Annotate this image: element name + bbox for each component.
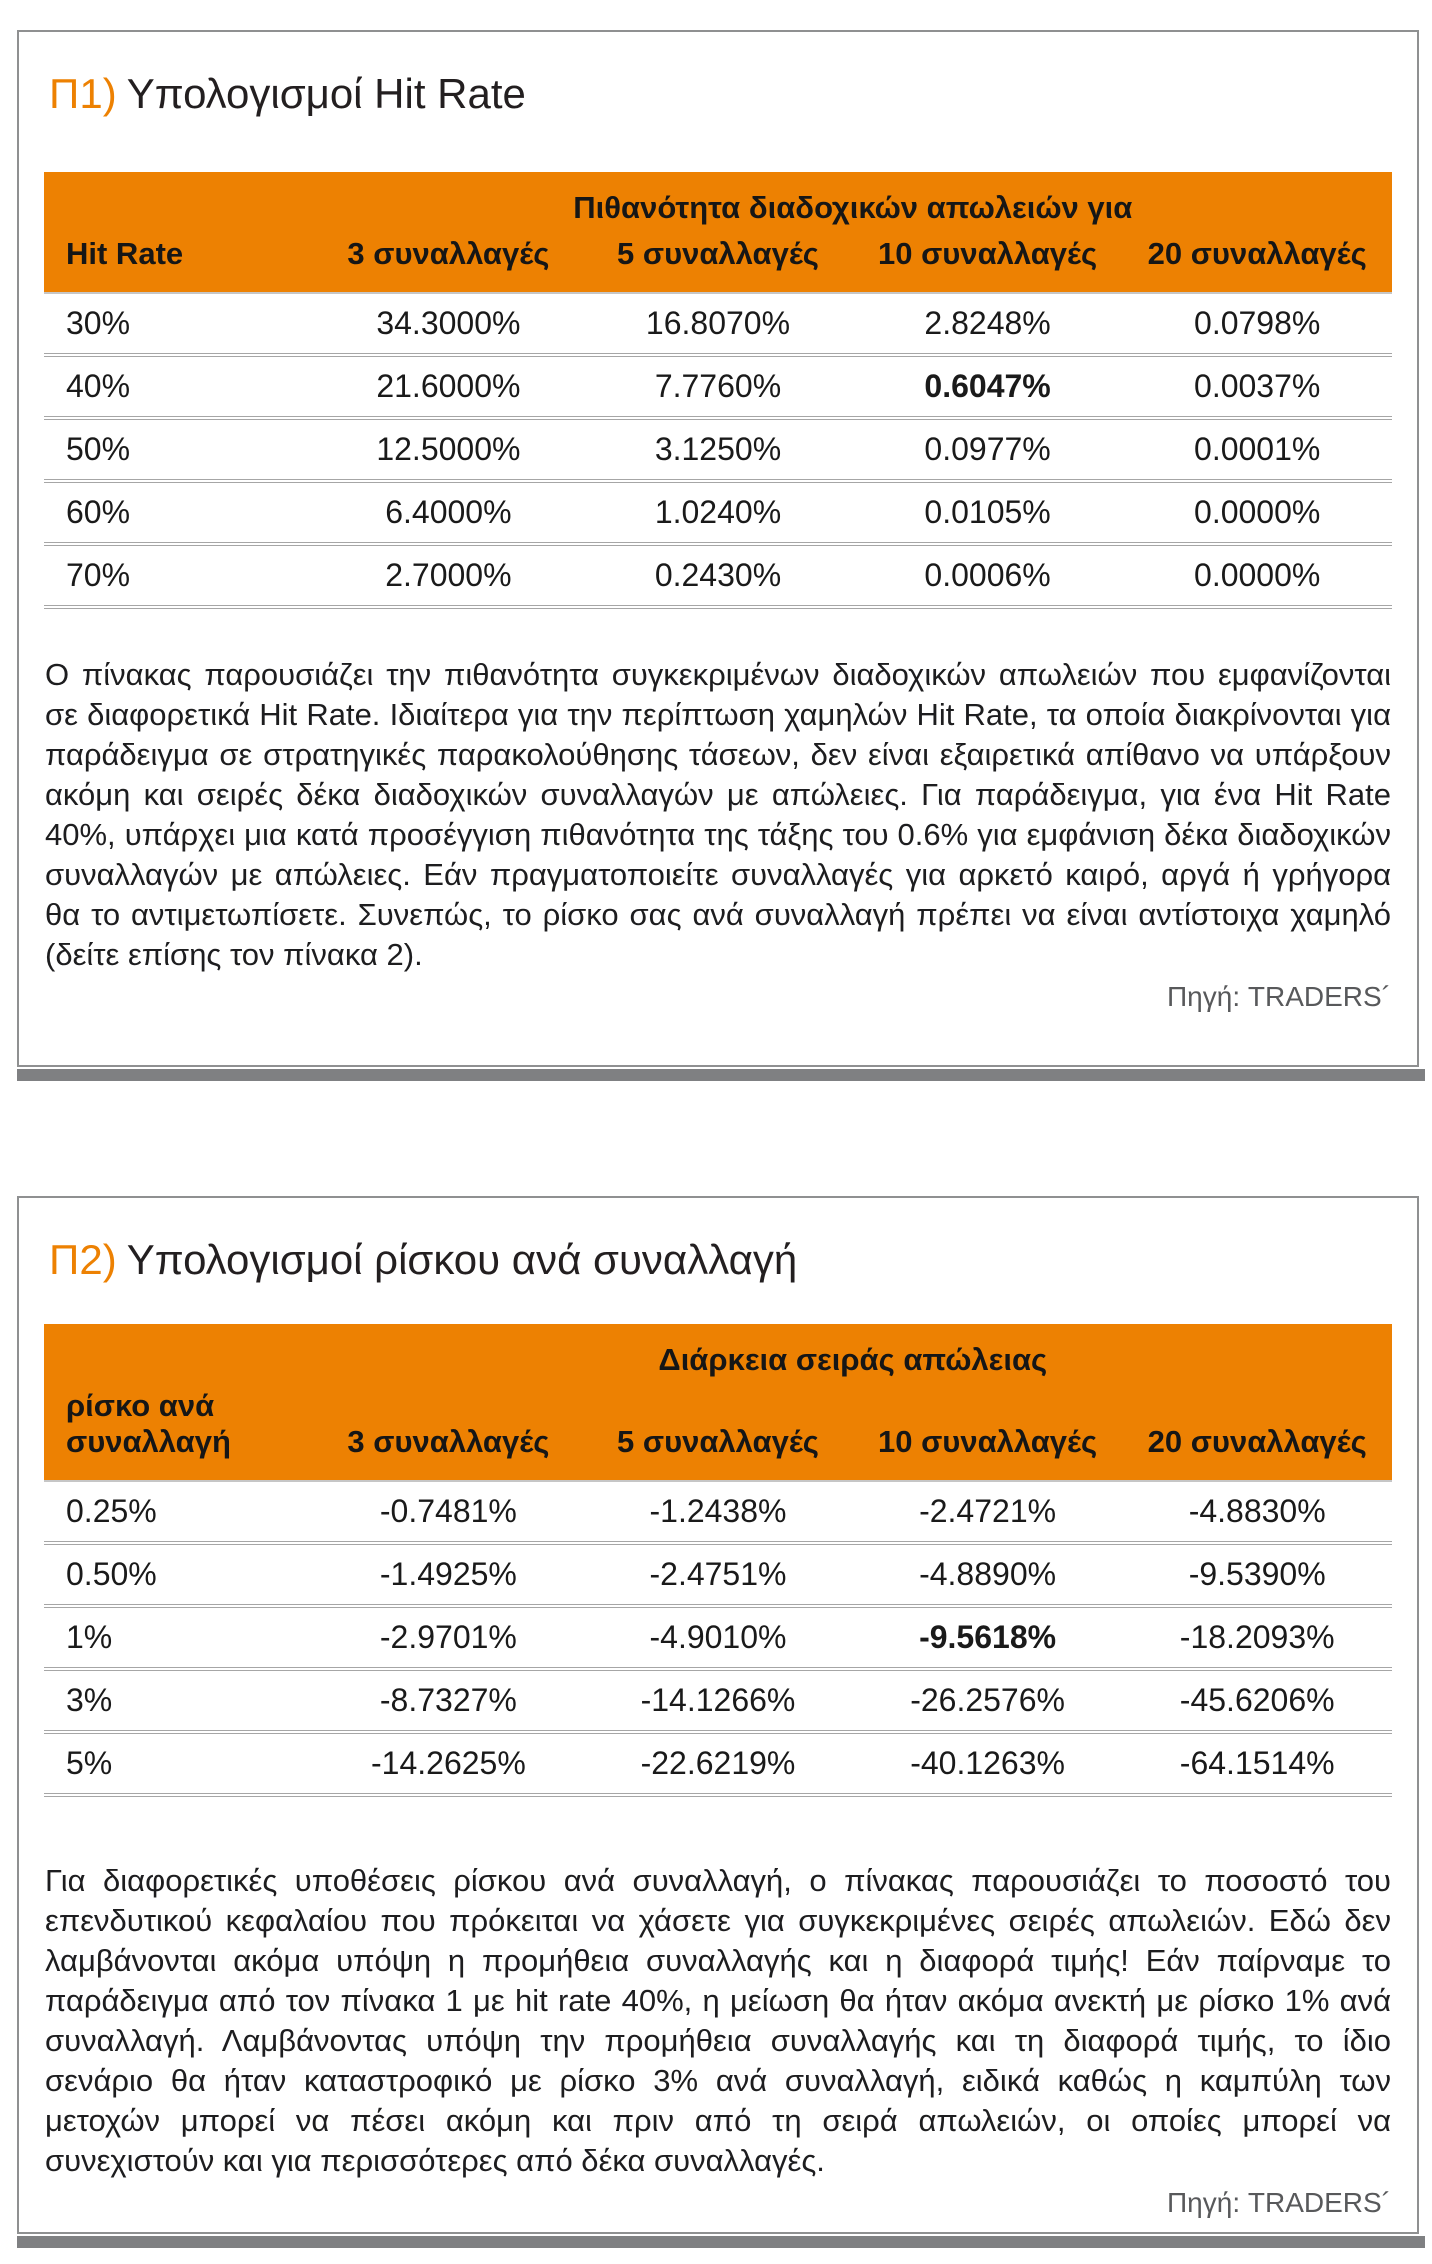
table-cell-highlighted: 0.6047% [853,355,1123,418]
panel2-source: Πηγή: TRADERS´ [1166,2187,1391,2218]
panel2-title [49,1236,1417,1284]
figure-panel-1 [17,30,1419,1067]
table-cell: 3.1250% [583,418,853,481]
table-cell: 0.2430% [583,544,853,607]
panel1-shadow-bar [17,1069,1425,1081]
column-header-risk-per-trade: ρίσκο ανά συναλλαγή [44,1380,314,1481]
column-header-10-trades: 10 συναλλαγές [853,228,1123,293]
table-cell: -14.1266% [583,1669,853,1732]
table-cell-highlighted: -9.5618% [853,1606,1123,1669]
table-cell: -4.8830% [1122,1481,1392,1543]
table-cell: 30% [44,293,314,355]
table-row [44,355,1392,418]
table-cell: 21.6000% [314,355,584,418]
table-row [44,481,1392,544]
table-row [44,1606,1392,1669]
column-header-5-trades: 5 συναλλαγές [583,1380,853,1481]
column-header-20-trades: 20 συναλλαγές [1122,1380,1392,1481]
table-cell: 0.0000% [1122,544,1392,607]
table-row [44,1543,1392,1606]
panel2-title-text: Υπολογισμοί ρίσκου ανά συναλλαγή [126,1236,798,1283]
table-cell: 0.0798% [1122,293,1392,355]
table-cell: -1.4925% [314,1543,584,1606]
panel1-caption: Ο πίνακας παρουσιάζει την πιθανότητα συγκεκριμένων διαδοχικών απωλειών που εμφανίζονται σε διαφορετικά Hit Rate. Ιδιαίτερα για την περίπτωση χαμηλών Hit Rate, τα οποία διακρίνονται για παράδειγμα σε στρατηγικές παρακολούθησης τάσεων, δεν είναι εξαιρετικά απίθανο να υπάρξουν ακόμη και σειρές δέκα διαδοχικών συναλλαγών με απώλειες. Για παράδειγμα, για ένα Hit Rate 40%, υπάρχει μια κατά προσέγγιση πιθανότητα της τάξης του 0.6% για εμφάνιση δέκα διαδοχικών συναλλαγών με απώλειες. Εάν πραγματοποιείτε συναλλαγές για αρκετό καιρό, αργά ή γρήγορα θα το αντιμετωπίσετε. Συνεπώς, το ρίσκο σας ανά συναλλαγή πρέπει να είναι αντίστοιχα χαμηλό (δείτε επίσης τον πίνακα 2). [45,657,1391,972]
table-row [44,418,1392,481]
table-cell: -40.1263% [853,1732,1123,1795]
table-cell: -2.4721% [853,1481,1123,1543]
risk-per-trade-table [44,1324,1392,1797]
column-header-row [44,1380,1392,1481]
table-cell: -64.1514% [1122,1732,1392,1795]
table-cell: 34.3000% [314,293,584,355]
panel1-tag: Π1) [49,70,117,117]
table-cell: 1% [44,1606,314,1669]
table-cell: 7.7760% [583,355,853,418]
table-cell: -45.6206% [1122,1669,1392,1732]
table-cell: 2.8248% [853,293,1123,355]
header-spacer [44,1324,314,1380]
hit-rate-table [44,172,1392,609]
table-cell: -0.7481% [314,1481,584,1543]
table-row [44,1732,1392,1795]
group-header: Διάρκεια σειράς απώλειας [314,1324,1392,1380]
hit-rate-table-body [44,293,1392,607]
table-cell: 0.25% [44,1481,314,1543]
column-header-3-trades: 3 συναλλαγές [314,228,584,293]
column-header-20-trades: 20 συναλλαγές [1122,228,1392,293]
table-cell: 40% [44,355,314,418]
table-cell: 0.0977% [853,418,1123,481]
hit-rate-table-header [44,172,1392,293]
panel1-source: Πηγή: TRADERS´ [1166,981,1391,1012]
table-cell: 5% [44,1732,314,1795]
table-cell: 0.50% [44,1543,314,1606]
table-cell: -4.8890% [853,1543,1123,1606]
column-header-3-trades: 3 συναλλαγές [314,1380,584,1481]
table-row [44,1481,1392,1543]
table-cell: 0.0001% [1122,418,1392,481]
panel1-title [49,70,1417,118]
table-cell: -26.2576% [853,1669,1123,1732]
table-cell: -14.2625% [314,1732,584,1795]
table-row [44,1669,1392,1732]
table-cell: 60% [44,481,314,544]
figure-panel-2 [17,1196,1419,2234]
table-row [44,293,1392,355]
table-cell: 0.0037% [1122,355,1392,418]
table-cell: -1.2438% [583,1481,853,1543]
column-header-row [44,228,1392,293]
table-cell: 6.4000% [314,481,584,544]
table-cell: -18.2093% [1122,1606,1392,1669]
group-header: Πιθανότητα διαδοχικών απωλειών για [314,172,1392,228]
table-cell: -8.7327% [314,1669,584,1732]
panel2-caption: Για διαφορετικές υποθέσεις ρίσκου ανά συναλλαγή, ο πίνακας παρουσιάζει το ποσοστό του επενδυτικού κεφαλαίου που πρόκειται να χάσετε για συγκεκριμένες σειρές απωλειών. Εδώ δεν λαμβάνονται ακόμα υπόψη η προμήθεια συναλλαγής και η διαφορά τιμής! Εάν παίρναμε το παράδειγμα από τον πίνακα 1 με hit rate 40%, η μείωση θα ήταν ακόμα ανεκτή με ρίσκο 1% ανά συναλλαγή. Λαμβάνοντας υπόψη την προμήθεια συναλλαγής και τη διαφορά τιμής, το ίδιο σενάριο θα ήταν καταστροφικό με ρίσκο 3% ανά συναλλαγή, ειδικά καθώς η καμπύλη των μετοχών μπορεί να πέσει ακόμη και πριν από τη σειρά απωλειών, οι οποίες μπορεί να συνεχιστούν και για περισσότερες από δέκα συναλλαγές. [45,1863,1391,2178]
group-header-row [44,1324,1392,1380]
header-spacer [44,172,314,228]
table-cell: -9.5390% [1122,1543,1392,1606]
table-cell: -4.9010% [583,1606,853,1669]
column-header-5-trades: 5 συναλλαγές [583,228,853,293]
risk-table-header [44,1324,1392,1481]
panel1-title-text: Υπολογισμοί Hit Rate [126,70,526,117]
table-cell: 0.0006% [853,544,1123,607]
table-cell: 3% [44,1669,314,1732]
table-cell: 1.0240% [583,481,853,544]
table-cell: -2.4751% [583,1543,853,1606]
table-row [44,544,1392,607]
risk-table-body [44,1481,1392,1795]
table-cell: -2.9701% [314,1606,584,1669]
column-header-hit-rate: Hit Rate [44,228,314,293]
table-cell: 50% [44,418,314,481]
panel2-tag: Π2) [49,1236,117,1283]
group-header-row [44,172,1392,228]
table-cell: 2.7000% [314,544,584,607]
table-cell: 12.5000% [314,418,584,481]
panel2-shadow-bar [17,2236,1425,2248]
table-cell: -22.6219% [583,1732,853,1795]
table-cell: 16.8070% [583,293,853,355]
table-cell: 70% [44,544,314,607]
column-header-10-trades: 10 συναλλαγές [853,1380,1123,1481]
table-cell: 0.0000% [1122,481,1392,544]
table-cell: 0.0105% [853,481,1123,544]
